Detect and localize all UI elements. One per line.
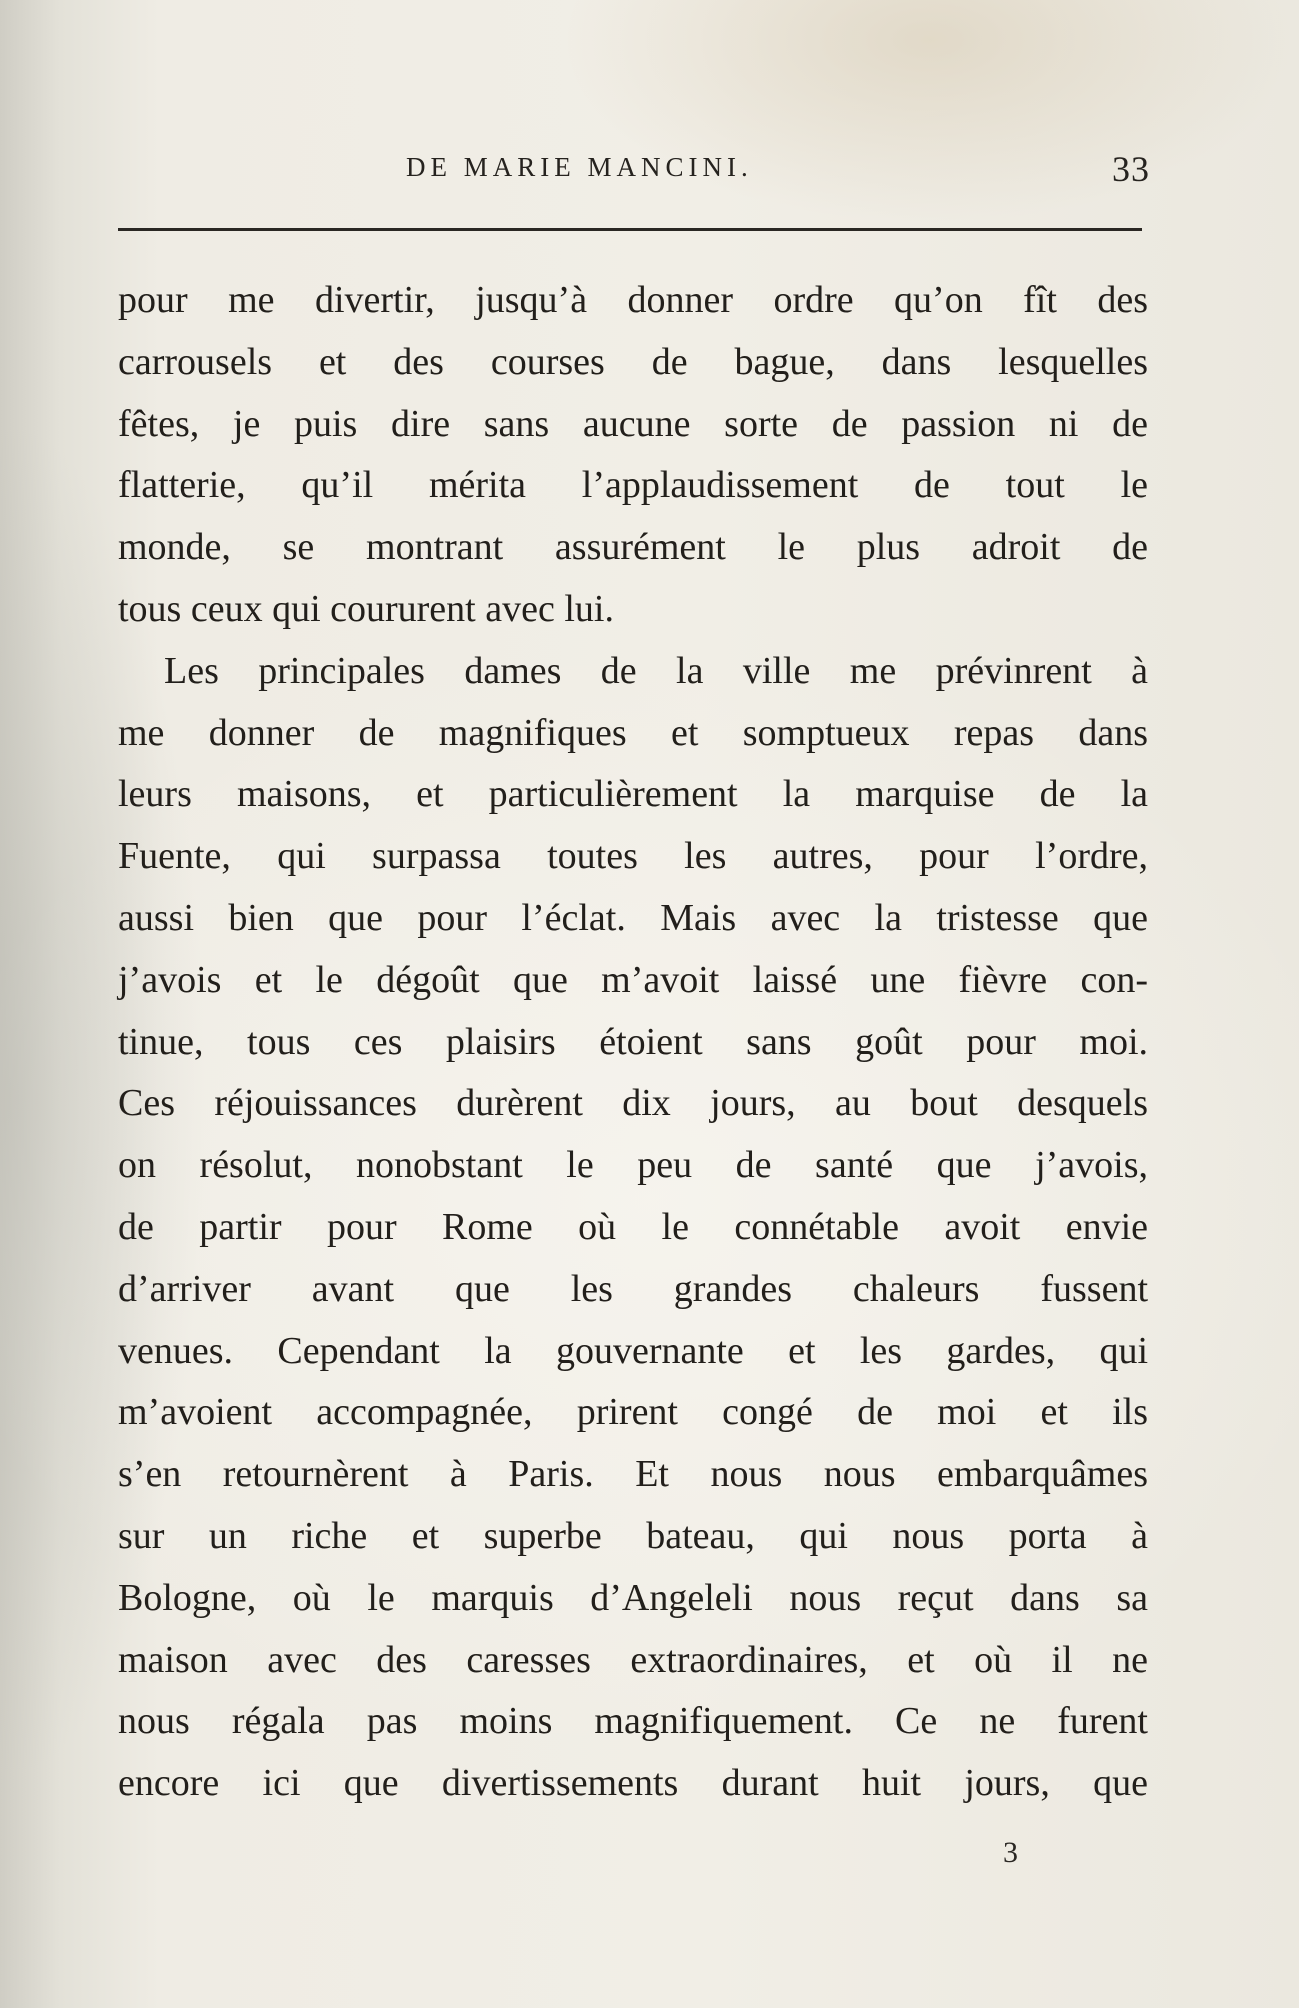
text-line: tous ceux qui coururent avec lui. (118, 587, 614, 630)
text-line: Bologne, où le marquis d’Angeleli nous reçut dans sa (118, 1576, 1148, 1619)
text-line: leurs maisons, et particulièrement la marquise de la (118, 773, 1148, 816)
text-line: monde, se montrant assurément le plus adroit de (118, 526, 1148, 569)
text-line: venues. Cependant la gouvernante et les gardes, qui (118, 1329, 1148, 1372)
signature-mark: 3 (1003, 1836, 1018, 1869)
body-text (118, 270, 1148, 1815)
text-line: flatterie, qu’il mérita l’applaudissement de tout le (118, 464, 1148, 507)
text-line: pour me divertir, jusqu’à donner ordre qu’on fît des (118, 279, 1148, 321)
text-line: m’avoient accompagnée, prirent congé de moi et ils (118, 1391, 1148, 1434)
text-line: d’arriver avant que les grandes chaleurs fussent (118, 1267, 1148, 1310)
text-line: Fuente, qui surpassa toutes les autres, pour l’ordre, (118, 835, 1148, 878)
text-line: fêtes, je puis dire sans aucune sorte de passion ni de (118, 402, 1148, 445)
text-line: carrousels et des courses de bague, dans lesquelles (118, 340, 1148, 383)
text-line: on résolut, nonobstant le peu de santé que j’avois, (118, 1144, 1148, 1187)
text-line: de partir pour Rome où le connétable avoit envie (118, 1205, 1148, 1248)
text-line: aussi bien que pour l’éclat. Mais avec la tristesse que (118, 896, 1148, 939)
text-line: j’avois et le dégoût que m’avoit laissé une fièvre con- (118, 958, 1148, 1001)
running-title: DE MARIE MANCINI. (406, 152, 753, 182)
header-rule (118, 228, 1142, 231)
text-line: sur un riche et superbe bateau, qui nous porta à (118, 1514, 1148, 1557)
page-number: 33 (1112, 149, 1150, 189)
text-line: Les principales dames de la ville me prévinrent à (164, 649, 1148, 692)
running-head (120, 149, 1150, 192)
text-line: encore ici que divertissements durant huit jours, que (118, 1762, 1148, 1805)
text-line: maison avec des caresses extraordinaires, et où il ne (118, 1638, 1148, 1681)
text-line: Ces réjouissances durèrent dix jours, au bout desquels (118, 1082, 1148, 1125)
text-line: me donner de magnifiques et somptueux repas dans (118, 711, 1148, 754)
text-line: s’en retournèrent à Paris. Et nous nous embarquâmes (118, 1453, 1148, 1496)
text-line: tinue, tous ces plaisirs étoient sans goût pour moi. (118, 1020, 1148, 1063)
text-line: nous régala pas moins magnifiquement. Ce ne furent (118, 1700, 1148, 1743)
